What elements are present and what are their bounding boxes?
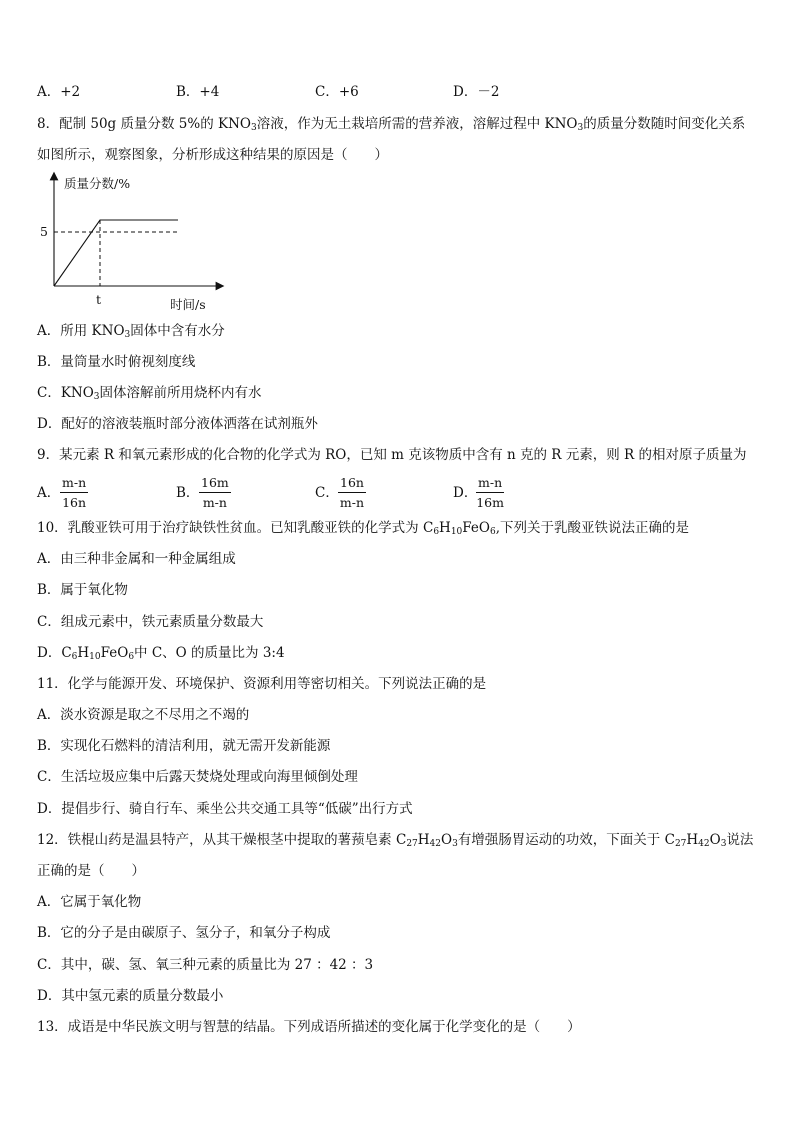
q13-stem: 13．成语是中华民族文明与智慧的结晶。下列成语所描述的变化属于化学变化的是（ ） [37,1019,581,1035]
fraction-denominator: m-n [339,495,365,510]
q8-option-d: D．配好的溶液装瓶时部分液体洒落在试剂瓶外 [37,416,318,432]
q9-option-c-label: C． [315,485,339,501]
q10-stem: 10．乳酸亚铁可用于治疗缺铁性贫血。已知乳酸亚铁的化学式为 $C_6H_{10}FeO_6$,下列关于乳酸亚铁说法正确的是 [37,520,689,537]
fraction-denominator: 16m [476,495,504,510]
q7-option-c: C．+6 [315,84,359,100]
q9-stem: 9．某元素 R 和氧元素形成的化合物的化学式为 RO，已知 m 克该物质中含有 n 克的 R 元素，则 R 的相对原子质量为 [37,447,747,463]
q7-option-b: B．+4 [176,84,220,100]
q10-option-a: A．由三种非金属和一种金属组成 [37,551,236,567]
q12-option-b: B．它的分子是由碳原子、氢分子，和氧分子构成 [37,925,331,941]
q8-stem-line2: 如图所示，观察图象，分析形成这种结果的原因是（ ） [37,147,388,163]
q11-option-c: C．生活垃圾应集中后露天焚烧处理或向海里倾倒处理 [37,769,358,785]
q7-option-a: A．+2 [37,84,81,100]
chart-ylabel: 质量分数/% [64,176,131,191]
q11-option-a: A．淡水资源是取之不尽用之不竭的 [37,707,250,723]
series-line [54,220,178,286]
q12-option-a: A．它属于氧化物 [37,894,142,910]
q9-option-a-label: A． [37,485,61,501]
x-tick-label-t: t [96,292,102,307]
q9-option-a-fraction [60,476,88,510]
q9-option-b-fraction [199,476,231,510]
q10-option-d: D．$C_6H_{10}FeO_6$中 C、O 的质量比为 3:4 [37,645,285,662]
y-tick-label-5: 5 [40,224,48,239]
q10-option-b: B．属于氧化物 [37,582,128,598]
q11-option-d: D．提倡步行、骑自行车、乘坐公共交通工具等“低碳”出行方式 [37,801,413,817]
q9-option-b-label: B． [176,485,200,501]
q8-option-b: B．量筒量水时俯视刻度线 [37,354,196,370]
q12-option-c: C．其中，碳、氢、氧三种元素的质量比为 27 ：42 ：3 [37,957,374,973]
q12-option-d: D．其中氢元素的质量分数最小 [37,988,224,1004]
q8-option-c: C．$KNO_3$固体溶解前所用烧杯内有水 [37,385,262,402]
fraction-numerator: m-n [60,476,88,493]
chart-xlabel: 时间/s [170,297,206,312]
q8-chart [35,170,235,312]
q7-option-d: D．－2 [453,84,500,100]
q9-option-d-label: D． [453,485,478,501]
fraction-denominator: 16n [62,495,87,510]
q9-option-c-fraction [338,476,366,510]
q12-stem-line1: 12．铁棍山药是温县特产，从其干燥根茎中提取的薯蓣皂素 $C_{27}H_{42}O_3$有增强肠胃运动的功效，下面关于 $C_{27}H_{42}O_3$说法 [37,832,754,849]
q8-option-a: A．所用 $KNO_3$固体中含有水分 [37,323,225,340]
fraction-numerator: 16n [338,476,366,493]
fraction-denominator: m-n [202,495,227,510]
q10-option-c: C．组成元素中，铁元素质量分数最大 [37,614,264,630]
q9-option-d-fraction [476,476,504,510]
q11-option-b: B．实现化石燃料的清洁利用，就无需开发新能源 [37,738,331,754]
fraction-numerator: 16m [199,476,231,493]
q12-stem-line2: 正确的是（ ） [37,863,145,879]
q11-stem: 11．化学与能源开发、环境保护、资源利用等密切相关。下列说法正确的是 [37,676,487,692]
q8-stem-line1: 8．配制 50g 质量分数 5%的 $KNO_3$溶液，作为无土栽培所需的营养液，溶解过程中 $KNO_3$的质量分数随时间变化关系 [37,116,746,133]
fraction-numerator: m-n [476,476,504,493]
